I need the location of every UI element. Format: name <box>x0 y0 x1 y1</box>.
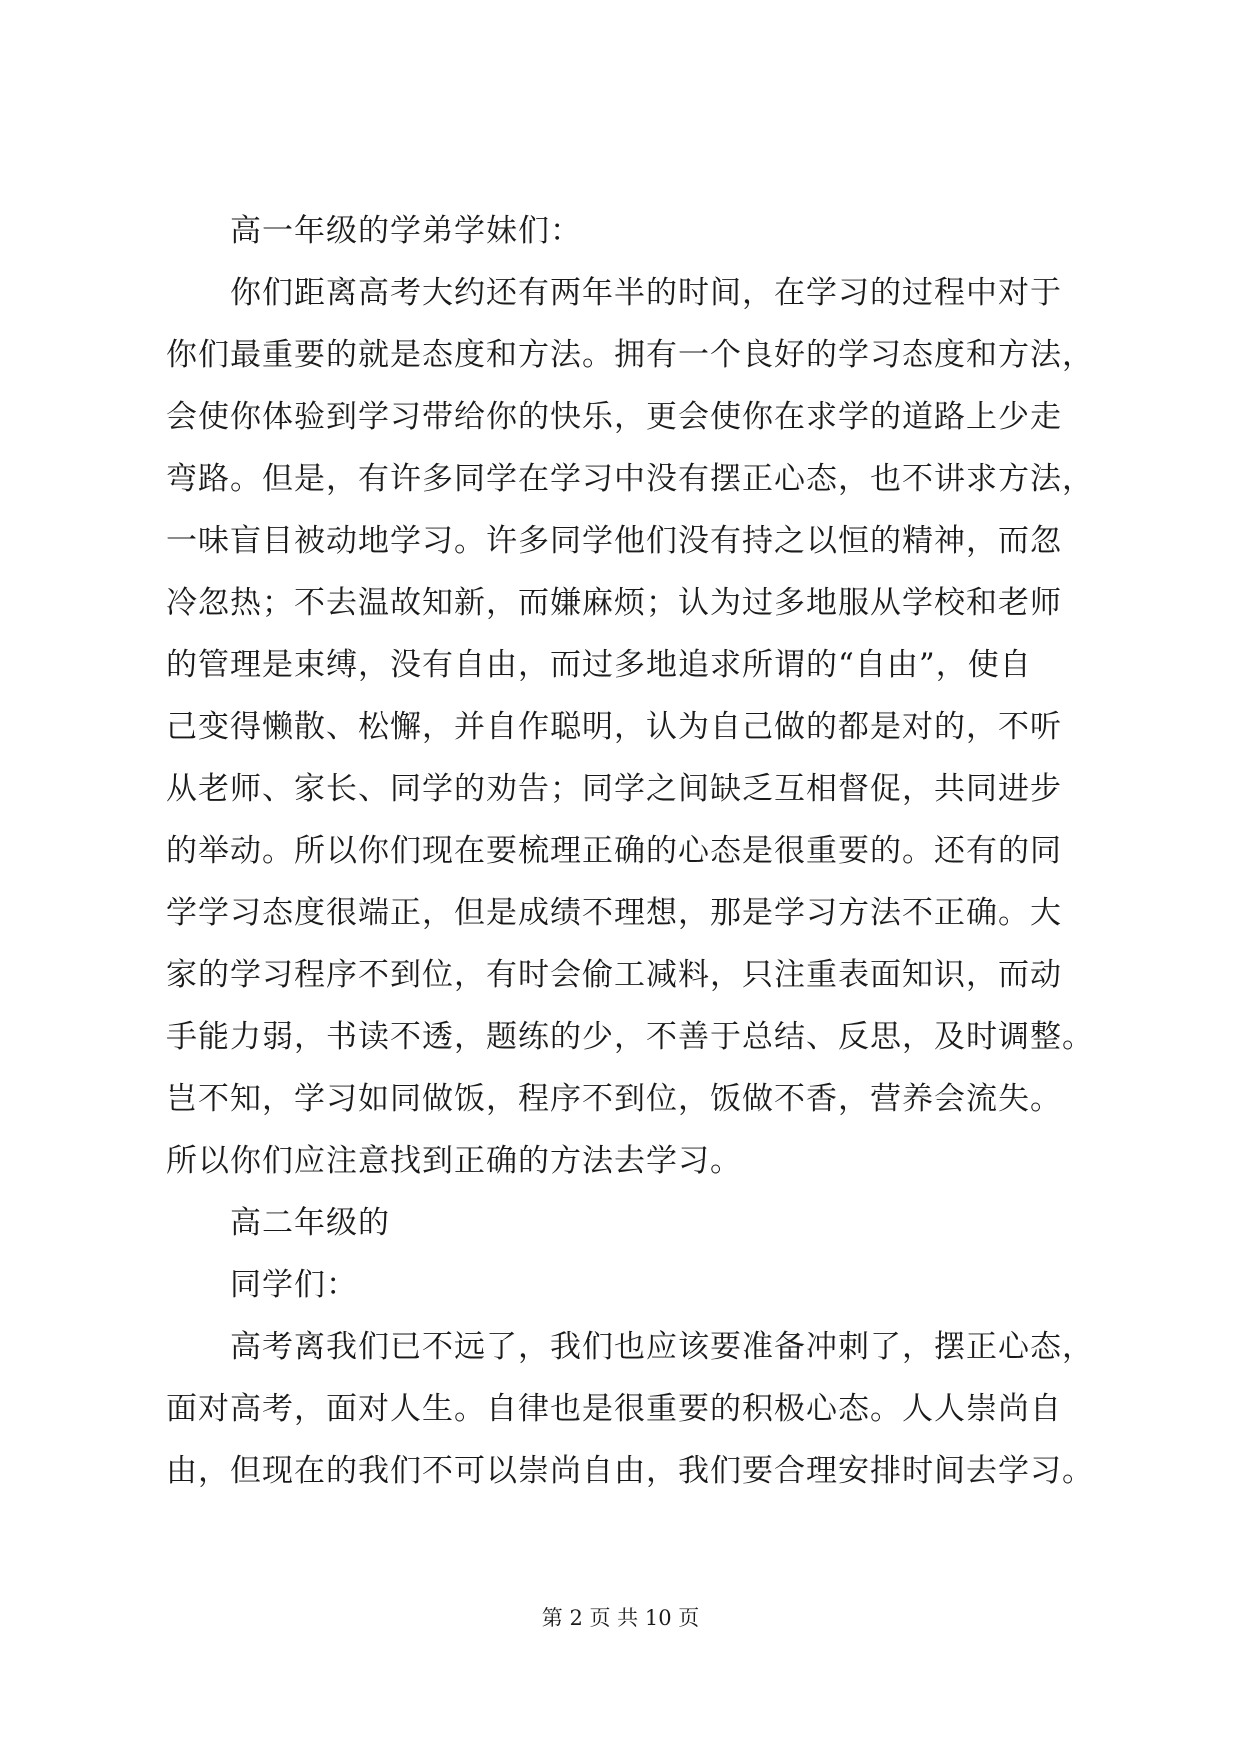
paragraph-line: 岂不知，学习如同做饭，程序不到位，饭做不香，营养会流失。 <box>166 1081 1062 1117</box>
paragraph-line: 的管理是束缚，没有自由，而过多地追求所谓的“自由”，使自 <box>166 647 1032 683</box>
paragraph-line: 弯路。但是，有许多同学在学习中没有摆正心态，也不讲求方法， <box>166 461 1094 497</box>
page-number-footer: 第 2 页 共 10 页 <box>541 1606 700 1630</box>
paragraph-line: 会使你体验到学习带给你的快乐，更会使你在求学的道路上少走 <box>166 399 1062 435</box>
paragraph-line: 你们最重要的就是态度和方法。拥有一个良好的学习态度和方法， <box>166 337 1094 373</box>
document-body <box>166 200 1096 1502</box>
paragraph-line: 由，但现在的我们不可以崇尚自由，我们要合理安排时间去学习。 <box>166 1453 1094 1489</box>
paragraph-line: 手能力弱，书读不透，题练的少，不善于总结、反思，及时调整。 <box>166 1019 1094 1055</box>
paragraph-line: 面对高考，面对人生。自律也是很重要的积极心态。人人崇尚自 <box>166 1391 1062 1427</box>
paragraph-line: 家的学习程序不到位，有时会偷工减料，只注重表面知识，而动 <box>166 957 1062 993</box>
paragraph-line: 己变得懒散、松懈，并自作聪明，认为自己做的都是对的，不听 <box>166 709 1062 745</box>
paragraph-line: 冷忽热；不去温故知新，而嫌麻烦；认为过多地服从学校和老师 <box>166 585 1062 621</box>
paragraph-line: 所以你们应注意找到正确的方法去学习。 <box>166 1143 742 1179</box>
salutation-classmates: 同学们： <box>230 1267 358 1303</box>
salutation-grade-two: 高二年级的 <box>230 1205 390 1241</box>
paragraph-line: 从老师、家长、同学的劝告；同学之间缺乏互相督促，共同进步 <box>166 771 1062 807</box>
paragraph-line: 你们距离高考大约还有两年半的时间，在学习的过程中对于 <box>230 275 1062 311</box>
paragraph-line: 学学习态度很端正，但是成绩不理想，那是学习方法不正确。大 <box>166 895 1062 931</box>
paragraph-line: 的举动。所以你们现在要梳理正确的心态是很重要的。还有的同 <box>166 833 1062 869</box>
paragraph-line: 高考离我们已不远了，我们也应该要准备冲刺了，摆正心态， <box>230 1329 1094 1365</box>
salutation-grade-one: 高一年级的学弟学妹们： <box>230 213 582 249</box>
paragraph-line: 一味盲目被动地学习。许多同学他们没有持之以恒的精神，而忽 <box>166 523 1062 559</box>
